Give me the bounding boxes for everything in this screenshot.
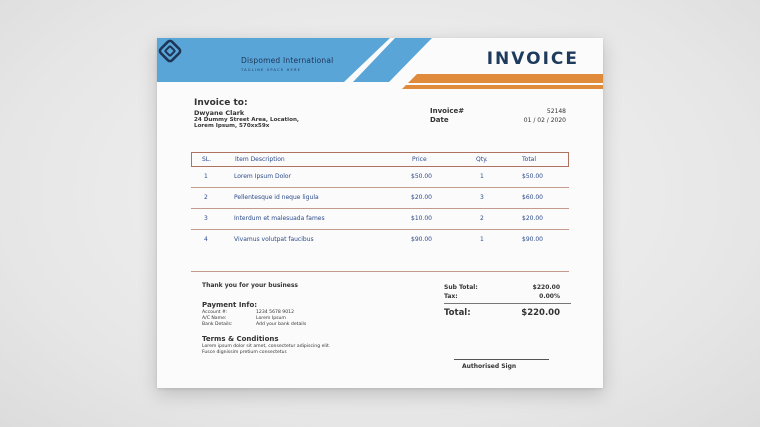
row-price: $10.00 — [411, 215, 432, 222]
tax-value: 0.00% — [539, 293, 560, 300]
invoice-sheet — [157, 38, 603, 388]
payment-bank-value: Add your bank details — [256, 322, 307, 327]
payment-account-value: 1234 5678 9012 — [256, 310, 294, 315]
header-orange-thin-bar — [402, 85, 603, 89]
row-total: $20.00 — [522, 215, 543, 222]
row-qty: 3 — [480, 194, 484, 201]
row-divider — [191, 229, 569, 230]
total-label: Total: — [444, 308, 471, 318]
summary-divider — [444, 303, 571, 304]
row-description: Vivamus volutpat faucibus — [234, 236, 314, 243]
payment-account-label: Account #: — [202, 310, 228, 315]
row-description: Pellentesque id neque ligula — [234, 194, 319, 201]
diamond-logo-icon — [157, 38, 183, 64]
invoice-date-value: 01 / 02 / 2020 — [523, 117, 566, 124]
row-price: $90.00 — [411, 236, 432, 243]
signature-line — [454, 359, 549, 360]
row-sl: 2 — [204, 194, 208, 201]
row-price: $50.00 — [411, 173, 432, 180]
company-name: Dispomed International — [241, 56, 334, 65]
terms-heading: Terms & Conditions — [202, 335, 279, 343]
row-total: $90.00 — [522, 236, 543, 243]
invoice-number-value: 52148 — [546, 108, 566, 115]
tax-label: Tax: — [444, 293, 458, 300]
col-header-total: Total — [522, 156, 537, 163]
invoice-date-label: Date — [430, 116, 449, 124]
payment-acname-value: Lorem Ipsum — [256, 316, 286, 321]
authorised-sign-label: Authorised Sign — [462, 363, 517, 370]
bill-to-heading: Invoice to: — [194, 98, 248, 108]
row-sl: 3 — [204, 215, 208, 222]
bill-to-address: 24 Dummy Street Area, Location, Lorem Ipsum, 570xx59x — [194, 117, 300, 130]
row-description: Lorem Ipsum Dolor — [234, 173, 292, 180]
invoice-header — [157, 38, 603, 93]
row-total: $60.00 — [522, 194, 543, 201]
company-tagline: TAGLINE SPACE HERE — [241, 68, 302, 72]
row-qty: 2 — [480, 215, 484, 222]
payment-info-heading: Payment Info: — [202, 301, 258, 309]
total-value: $220.00 — [521, 308, 560, 318]
row-description: Interdum et malesuada fames — [234, 215, 325, 222]
row-price: $20.00 — [411, 194, 432, 201]
payment-acname-label: A/C Name: — [202, 316, 227, 321]
col-header-sl: SL. — [202, 156, 212, 163]
thank-you-note: Thank you for your business — [202, 282, 298, 289]
payment-bank-label: Bank Details: — [202, 322, 233, 327]
row-sl: 4 — [204, 236, 208, 243]
invoice-number-label: Invoice# — [430, 107, 465, 115]
invoice-title: INVOICE — [486, 49, 579, 69]
row-total: $50.00 — [522, 173, 543, 180]
header-orange-bar — [408, 74, 603, 83]
table-bottom-divider — [191, 271, 569, 272]
col-header-price: Price — [412, 156, 427, 163]
row-divider — [191, 187, 569, 188]
table-header — [191, 152, 569, 167]
col-header-description: Item Description — [235, 156, 285, 163]
row-qty: 1 — [480, 173, 484, 180]
row-sl: 1 — [204, 173, 208, 180]
row-qty: 1 — [480, 236, 484, 243]
subtotal-value: $220.00 — [532, 284, 560, 291]
col-header-qty: Qty. — [476, 156, 488, 163]
bill-to-name: Dwyane Clark — [194, 109, 245, 117]
subtotal-label: Sub Total: — [444, 284, 478, 291]
terms-text: Lorem ipsum dolor sit amet, consectetur adipiscing elit. Fusce dignissim pretium consectetur. — [202, 344, 331, 355]
row-divider — [191, 208, 569, 209]
